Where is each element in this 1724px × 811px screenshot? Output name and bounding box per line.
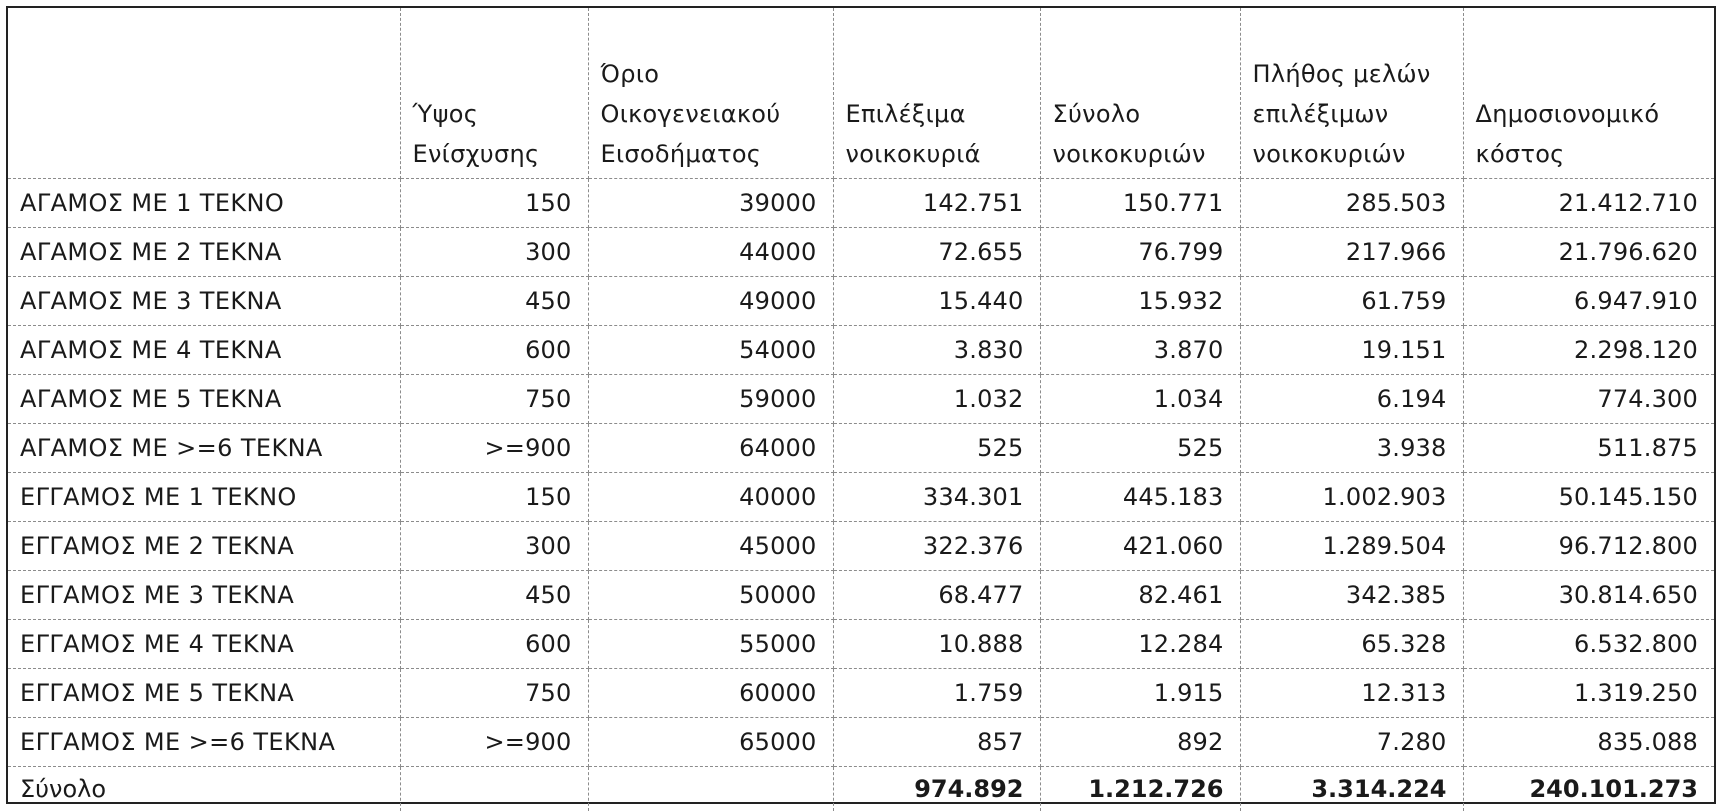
fiscal-cost-cell: 511.875 bbox=[1463, 424, 1714, 473]
table-row bbox=[8, 228, 1714, 277]
eligible-households-cell: 142.751 bbox=[833, 179, 1040, 228]
household-type-cell: ΑΓΑΜΟΣ ΜΕ 3 ΤΕΚΝΑ bbox=[8, 277, 400, 326]
table-header bbox=[8, 8, 1714, 179]
fiscal-cost-cell: 835.088 bbox=[1463, 718, 1714, 767]
table-row bbox=[8, 277, 1714, 326]
eligible-households-cell: 3.830 bbox=[833, 326, 1040, 375]
fiscal-cost-cell: 50.145.150 bbox=[1463, 473, 1714, 522]
table-row bbox=[8, 718, 1714, 767]
household-type-cell: ΕΓΓΑΜΟΣ ΜΕ 5 ΤΕΚΝΑ bbox=[8, 669, 400, 718]
fiscal-cost-cell: 21.412.710 bbox=[1463, 179, 1714, 228]
total-households-cell: 76.799 bbox=[1040, 228, 1240, 277]
total-eligible-members: 3.314.224 bbox=[1240, 767, 1463, 811]
eligible-households-cell: 334.301 bbox=[833, 473, 1040, 522]
income-limit-cell: 45000 bbox=[588, 522, 833, 571]
eligible-households-cell: 68.477 bbox=[833, 571, 1040, 620]
total-eligible-households: 974.892 bbox=[833, 767, 1040, 811]
benefit-amount-cell: >=900 bbox=[400, 424, 588, 473]
total-households-cell: 525 bbox=[1040, 424, 1240, 473]
total-fiscal-cost: 240.101.273 bbox=[1463, 767, 1714, 811]
header-fiscal-cost: Δημοσιονομικό κόστος bbox=[1463, 8, 1714, 179]
header-eligible-members: Πλήθος μελών επιλέξιμων νοικοκυριών bbox=[1240, 8, 1463, 179]
fiscal-cost-cell: 1.319.250 bbox=[1463, 669, 1714, 718]
subsidy-table-sheet bbox=[6, 6, 1716, 804]
income-limit-cell: 49000 bbox=[588, 277, 833, 326]
household-type-cell: ΑΓΑΜΟΣ ΜΕ 2 ΤΕΚΝΑ bbox=[8, 228, 400, 277]
eligible-households-cell: 1.032 bbox=[833, 375, 1040, 424]
total-benefit-amount bbox=[400, 767, 588, 811]
eligible-households-cell: 72.655 bbox=[833, 228, 1040, 277]
eligible-members-cell: 1.289.504 bbox=[1240, 522, 1463, 571]
table-row bbox=[8, 424, 1714, 473]
table-row bbox=[8, 179, 1714, 228]
total-income-limit bbox=[588, 767, 833, 811]
benefit-amount-cell: 450 bbox=[400, 571, 588, 620]
eligible-members-cell: 285.503 bbox=[1240, 179, 1463, 228]
eligible-members-cell: 12.313 bbox=[1240, 669, 1463, 718]
table-row bbox=[8, 522, 1714, 571]
total-households-cell: 445.183 bbox=[1040, 473, 1240, 522]
eligible-members-cell: 217.966 bbox=[1240, 228, 1463, 277]
total-households-cell: 421.060 bbox=[1040, 522, 1240, 571]
household-type-cell: ΑΓΑΜΟΣ ΜΕ 5 ΤΕΚΝΑ bbox=[8, 375, 400, 424]
income-limit-cell: 65000 bbox=[588, 718, 833, 767]
header-eligible-households: Επιλέξιμα νοικοκυριά bbox=[833, 8, 1040, 179]
household-type-cell: ΑΓΑΜΟΣ ΜΕ 4 ΤΕΚΝΑ bbox=[8, 326, 400, 375]
income-limit-cell: 59000 bbox=[588, 375, 833, 424]
income-limit-cell: 44000 bbox=[588, 228, 833, 277]
table-row bbox=[8, 571, 1714, 620]
table-row bbox=[8, 669, 1714, 718]
eligible-households-cell: 1.759 bbox=[833, 669, 1040, 718]
income-limit-cell: 60000 bbox=[588, 669, 833, 718]
household-type-cell: ΕΓΓΑΜΟΣ ΜΕ 1 ΤΕΚΝΟ bbox=[8, 473, 400, 522]
income-limit-cell: 50000 bbox=[588, 571, 833, 620]
eligible-members-cell: 342.385 bbox=[1240, 571, 1463, 620]
eligible-households-cell: 15.440 bbox=[833, 277, 1040, 326]
benefit-amount-cell: 150 bbox=[400, 473, 588, 522]
header-household-type bbox=[8, 8, 400, 179]
income-limit-cell: 54000 bbox=[588, 326, 833, 375]
eligible-households-cell: 525 bbox=[833, 424, 1040, 473]
total-households-cell: 12.284 bbox=[1040, 620, 1240, 669]
total-households-cell: 1.915 bbox=[1040, 669, 1240, 718]
benefit-amount-cell: 150 bbox=[400, 179, 588, 228]
fiscal-cost-cell: 21.796.620 bbox=[1463, 228, 1714, 277]
table-row bbox=[8, 326, 1714, 375]
table-footer bbox=[8, 767, 1714, 811]
table-row bbox=[8, 473, 1714, 522]
income-limit-cell: 39000 bbox=[588, 179, 833, 228]
household-type-cell: ΕΓΓΑΜΟΣ ΜΕ 4 ΤΕΚΝΑ bbox=[8, 620, 400, 669]
eligible-members-cell: 6.194 bbox=[1240, 375, 1463, 424]
total-households-cell: 150.771 bbox=[1040, 179, 1240, 228]
header-total-households: Σύνολο νοικοκυριών bbox=[1040, 8, 1240, 179]
benefit-amount-cell: >=900 bbox=[400, 718, 588, 767]
total-households-cell: 82.461 bbox=[1040, 571, 1240, 620]
total-label: Σύνολο bbox=[8, 767, 400, 811]
income-limit-cell: 40000 bbox=[588, 473, 833, 522]
eligible-households-cell: 857 bbox=[833, 718, 1040, 767]
eligible-members-cell: 3.938 bbox=[1240, 424, 1463, 473]
benefit-amount-cell: 600 bbox=[400, 620, 588, 669]
eligible-households-cell: 322.376 bbox=[833, 522, 1040, 571]
header-row bbox=[8, 8, 1714, 179]
household-type-cell: ΕΓΓΑΜΟΣ ΜΕ 2 ΤΕΚΝΑ bbox=[8, 522, 400, 571]
total-households-cell: 3.870 bbox=[1040, 326, 1240, 375]
total-households-cell: 1.034 bbox=[1040, 375, 1240, 424]
total-households: 1.212.726 bbox=[1040, 767, 1240, 811]
fiscal-cost-cell: 6.532.800 bbox=[1463, 620, 1714, 669]
header-income-limit: Όριο Οικογενειακού Εισοδήματος bbox=[588, 8, 833, 179]
household-type-cell: ΑΓΑΜΟΣ ΜΕ 1 ΤΕΚΝΟ bbox=[8, 179, 400, 228]
total-households-cell: 892 bbox=[1040, 718, 1240, 767]
table-body bbox=[8, 179, 1714, 767]
subsidy-table bbox=[8, 8, 1714, 811]
fiscal-cost-cell: 774.300 bbox=[1463, 375, 1714, 424]
fiscal-cost-cell: 6.947.910 bbox=[1463, 277, 1714, 326]
eligible-households-cell: 10.888 bbox=[833, 620, 1040, 669]
eligible-members-cell: 61.759 bbox=[1240, 277, 1463, 326]
fiscal-cost-cell: 2.298.120 bbox=[1463, 326, 1714, 375]
eligible-members-cell: 7.280 bbox=[1240, 718, 1463, 767]
benefit-amount-cell: 300 bbox=[400, 228, 588, 277]
benefit-amount-cell: 600 bbox=[400, 326, 588, 375]
total-row bbox=[8, 767, 1714, 811]
table-row bbox=[8, 620, 1714, 669]
benefit-amount-cell: 450 bbox=[400, 277, 588, 326]
benefit-amount-cell: 750 bbox=[400, 669, 588, 718]
header-benefit-amount: Ύψος Ενίσχυσης bbox=[400, 8, 588, 179]
eligible-members-cell: 19.151 bbox=[1240, 326, 1463, 375]
household-type-cell: ΕΓΓΑΜΟΣ ΜΕ 3 ΤΕΚΝΑ bbox=[8, 571, 400, 620]
eligible-members-cell: 65.328 bbox=[1240, 620, 1463, 669]
household-type-cell: ΑΓΑΜΟΣ ΜΕ >=6 ΤΕΚΝΑ bbox=[8, 424, 400, 473]
income-limit-cell: 64000 bbox=[588, 424, 833, 473]
table-row bbox=[8, 375, 1714, 424]
household-type-cell: ΕΓΓΑΜΟΣ ΜΕ >=6 ΤΕΚΝΑ bbox=[8, 718, 400, 767]
income-limit-cell: 55000 bbox=[588, 620, 833, 669]
total-households-cell: 15.932 bbox=[1040, 277, 1240, 326]
eligible-members-cell: 1.002.903 bbox=[1240, 473, 1463, 522]
fiscal-cost-cell: 30.814.650 bbox=[1463, 571, 1714, 620]
fiscal-cost-cell: 96.712.800 bbox=[1463, 522, 1714, 571]
benefit-amount-cell: 300 bbox=[400, 522, 588, 571]
benefit-amount-cell: 750 bbox=[400, 375, 588, 424]
